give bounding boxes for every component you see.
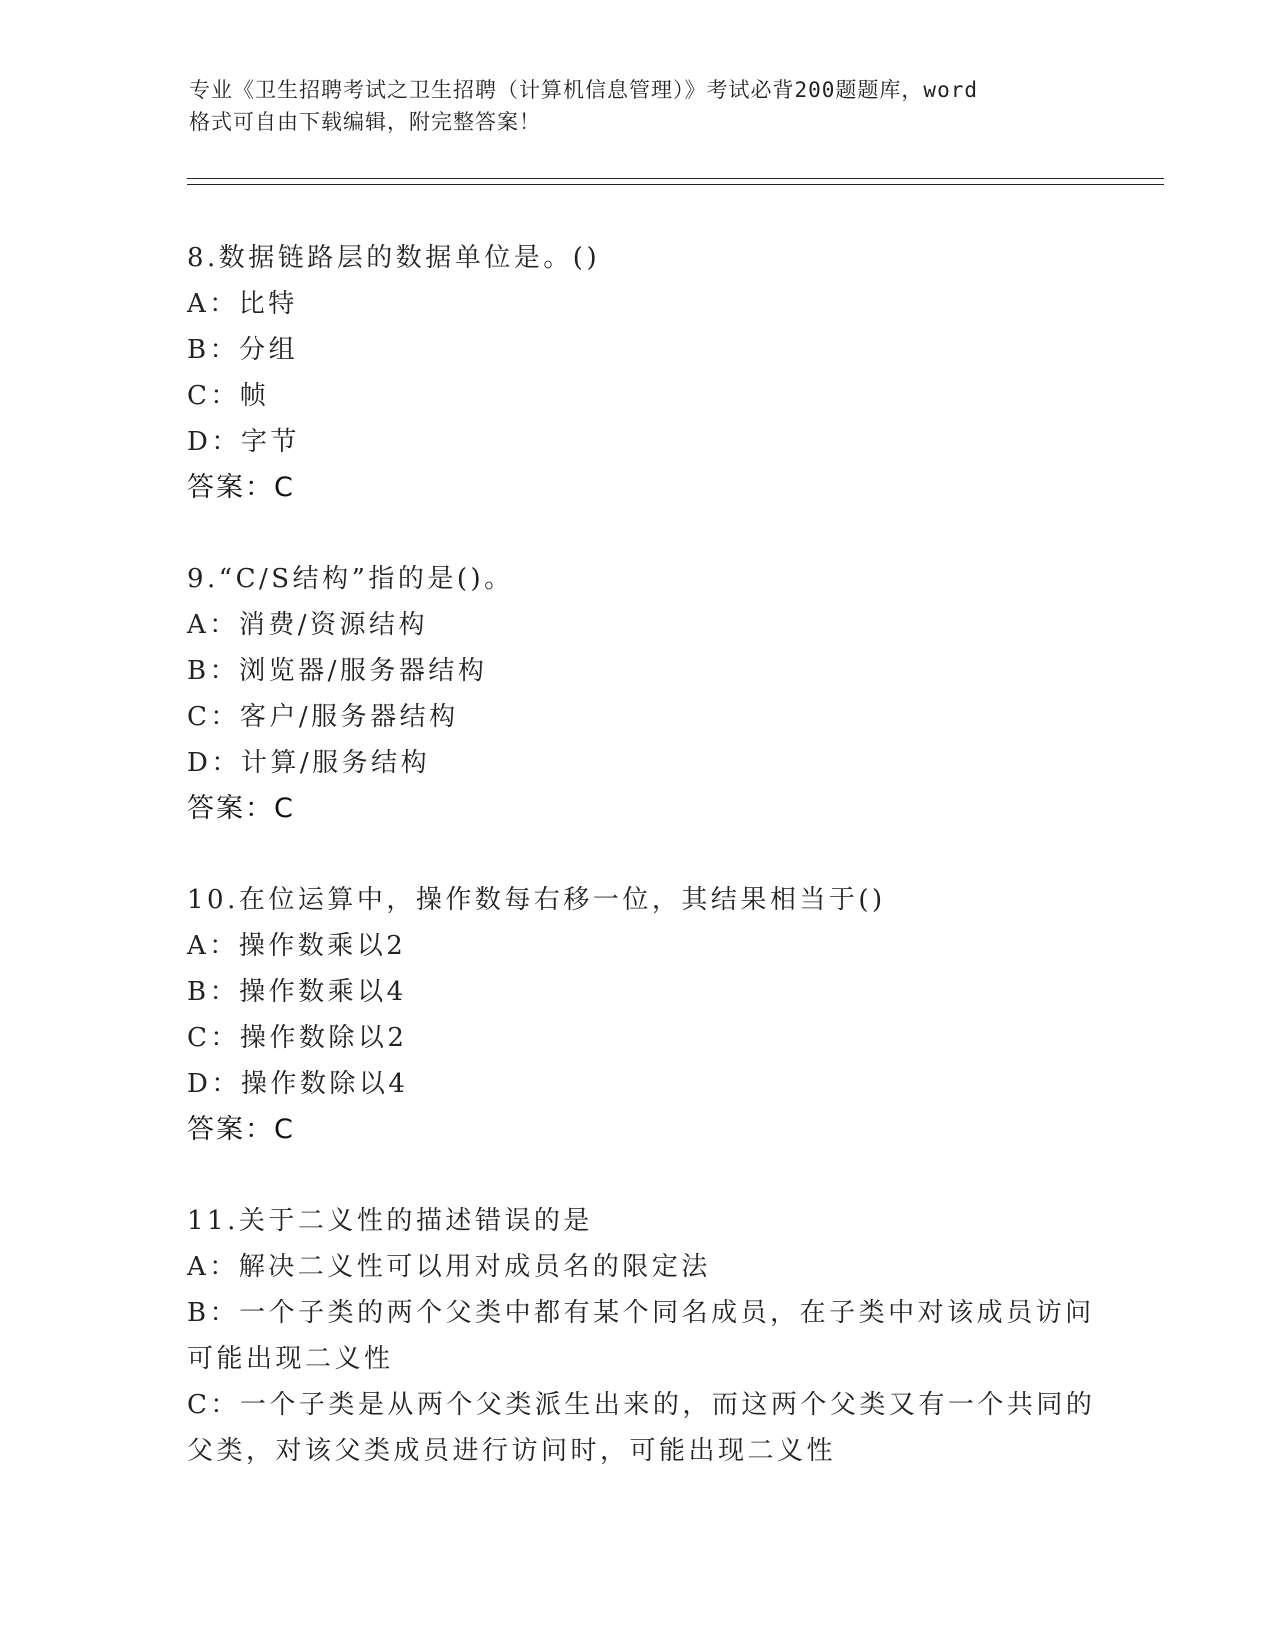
option-a: A：比特 xyxy=(187,289,298,319)
option-b: B：浏览器/服务器结构 xyxy=(187,656,488,686)
option-d: D：计算/服务结构 xyxy=(187,748,431,778)
question-10 xyxy=(187,877,1087,1153)
option-a: A：解决二义性可以用对成员名的限定法 xyxy=(187,1252,711,1282)
question-stem: 9.“C/S结构”指的是()。 xyxy=(187,564,514,594)
header-divider-top xyxy=(187,178,1164,179)
question-11 xyxy=(187,1198,1096,1474)
question-9 xyxy=(187,556,1087,832)
header-title-line-1: 专业《卫生招聘考试之卫生招聘（计算机信息管理）》考试必背200题题库，word xyxy=(189,78,978,102)
question-stem: 11.关于二义性的描述错误的是 xyxy=(187,1206,593,1236)
document-header xyxy=(189,74,1089,138)
answer-line: 答案：C xyxy=(187,472,295,503)
answer-line: 答案：C xyxy=(187,793,295,824)
option-c: C：一个子类是从两个父类派生出来的，而这两个父类又有一个共同的 xyxy=(187,1390,1096,1420)
answer-line: 答案：C xyxy=(187,1114,295,1145)
option-b: B：一个子类的两个父类中都有某个同名成员，在子类中对该成员访问 xyxy=(187,1298,1095,1328)
option-c-continued: 父类，对该父类成员进行访问时，可能出现二义性 xyxy=(187,1436,837,1466)
option-c: C：客户/服务器结构 xyxy=(187,702,459,732)
option-c: C：操作数除以2 xyxy=(187,1023,408,1053)
option-b-continued: 可能出现二义性 xyxy=(187,1344,394,1374)
header-title-line-2: 格式可自由下载编辑，附完整答案！ xyxy=(189,110,541,134)
option-a: A：消费/资源结构 xyxy=(187,610,429,640)
option-a: A：操作数乘以2 xyxy=(187,931,407,961)
question-stem: 10.在位运算中，操作数每右移一位，其结果相当于() xyxy=(187,885,886,915)
header-divider-bottom xyxy=(187,184,1164,185)
option-b: B：操作数乘以4 xyxy=(187,977,407,1007)
question-stem: 8.数据链路层的数据单位是。() xyxy=(187,243,601,273)
option-b: B：分组 xyxy=(187,335,299,365)
option-d: D：操作数除以4 xyxy=(187,1069,409,1099)
question-8 xyxy=(187,235,1087,511)
option-d: D：字节 xyxy=(187,427,300,457)
option-c: C：帧 xyxy=(187,381,270,411)
